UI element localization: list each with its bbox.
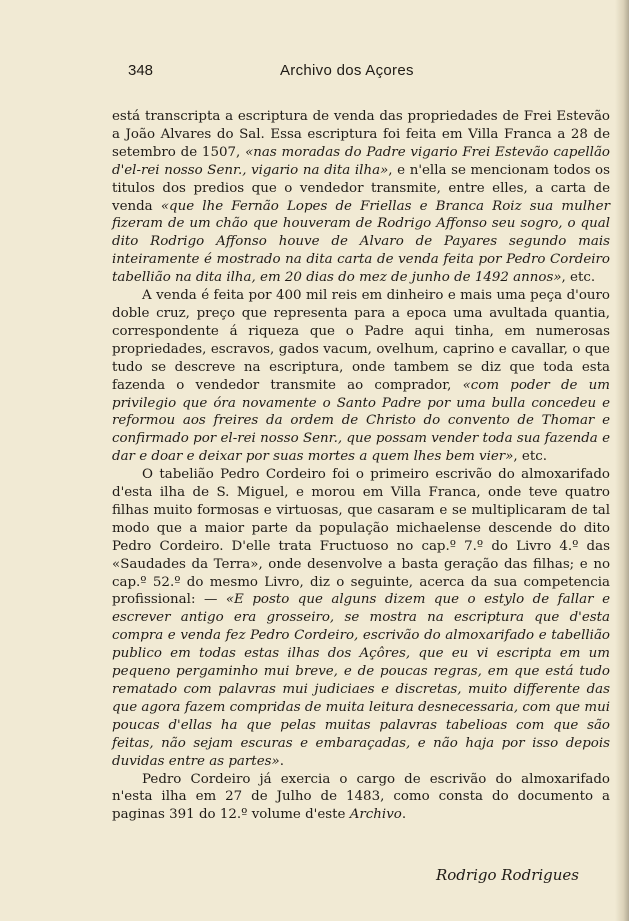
paragraph-4 xyxy=(112,771,610,825)
italic-quote: «que lhe Fernão Lopes de Friellas e Branca Roiz sua mulher fizeram de um chão que houveram de Rodrigo Affonso seu sogro, o qual dito Rodrigo Affonso houve de Alvaro de Payares segundo mais inteiramente é mostrado na dita carta de venda feita por Pedro Cordeiro tabellião na dita ilha, em 20 dias do mez de junho de 1492 annos» xyxy=(112,198,610,286)
body-text xyxy=(112,108,610,824)
paragraph-2 xyxy=(112,287,610,466)
text-run: , e n'ella se mencionam todos os titulos dos predios que o vendedor transmite, entre elles, a carta de venda xyxy=(112,162,610,214)
text-run: A venda é feita por 400 mil reis em dinheiro e mais uma peça d'ouro doble cruz, preço que representa para a epoca uma avultada quantia, correspondente á riqueza que o Padre aqui tinha, em numerosas propriedades, escravos, gados vacum, ovelhum, caprino e cavallar, o que tudo se descreve na escriptura, onde tambem se diz que toda esta fazenda o vendedor transmite ao comprador, xyxy=(112,288,610,393)
text-run: , etc. xyxy=(513,449,547,465)
paragraph-3 xyxy=(112,466,610,770)
italic-quote: «com poder de um privilegio que óra novamente o Santo Padre por uma bulla concedeu e reformou aos freires da ordem de Christo do convento de Thomar e confirmado por el-rei nosso Senr., que possam vender toda sua fazenda e dar e doar e deixar por suas mortes a quem lhes bem vier» xyxy=(112,377,610,465)
paragraph-1 xyxy=(112,108,610,287)
italic-quote: «nas moradas do Padre vigario Frei Estevão capellão d'el-rei nosso Senr., vigario na dita ilha» xyxy=(112,144,610,178)
text-run: está transcripta a escriptura de venda das propriedades de Frei Estevão a João Alvares do Sal. Essa escriptura foi feita em Villa Franca a 28 de setembro de 1507, xyxy=(112,109,610,160)
author-signature: Rodrigo Rodrigues xyxy=(435,866,579,884)
page-header xyxy=(128,62,578,84)
text-run: , etc. xyxy=(561,270,596,286)
running-title: Archivo dos Açores xyxy=(280,62,414,79)
text-run: . xyxy=(401,807,407,823)
text-run: O tabelião Pedro Cordeiro foi o primeiro escrivão do almoxarifado d'esta ilha de S. Miguel, e morou em Villa Franca, onde teve quatro filhas muito formosas e virtuosas, que casaram e se multiplicaram de tal modo que a maior parte da população michaelense descende do dito Pedro Cordeiro. D'elle trata Fructuoso no cap.º 7.º do Livro 4.º das «Saudades da Terra», onde desenvolve a basta geração das filhas; e no cap.º 52.º do mesmo Livro, diz o seguinte, acerca da sua competencia profissional: — xyxy=(112,467,610,608)
italic-quote: Archivo xyxy=(349,807,402,823)
italic-quote: «E posto que alguns dizem que o estylo de fallar e escrever antigo era grosseiro, se mostra na escriptura que d'esta compra e venda fez Pedro Cordeiro, escrivão do almoxarifado e tabellião publico em todas estas ilhas dos Açôres, que eu vi escripta em um pequeno pergaminho mui breve, e de poucas regras, em que está tudo rematado com palavras mui judiciaes e discretas, muito differente das que agora fazem compridas de muita leitura desnecessaria, com que mui poucas d'ellas ha que pelas muitas palavras tabelioas com que são feitas, não sejam escuras e embaraçadas, e não haja por isso depois duvidas entre as partes» xyxy=(112,592,610,769)
text-run: . xyxy=(279,753,284,769)
page-edge-shadow xyxy=(615,0,629,921)
text-run: Pedro Cordeiro já exercia o cargo de escrivão do almoxarifado n'esta ilha em 27 de Julho de 1483, como consta do documento a paginas 391 do 12.º volume d'este xyxy=(112,771,610,823)
page-number: 348 xyxy=(128,62,154,79)
